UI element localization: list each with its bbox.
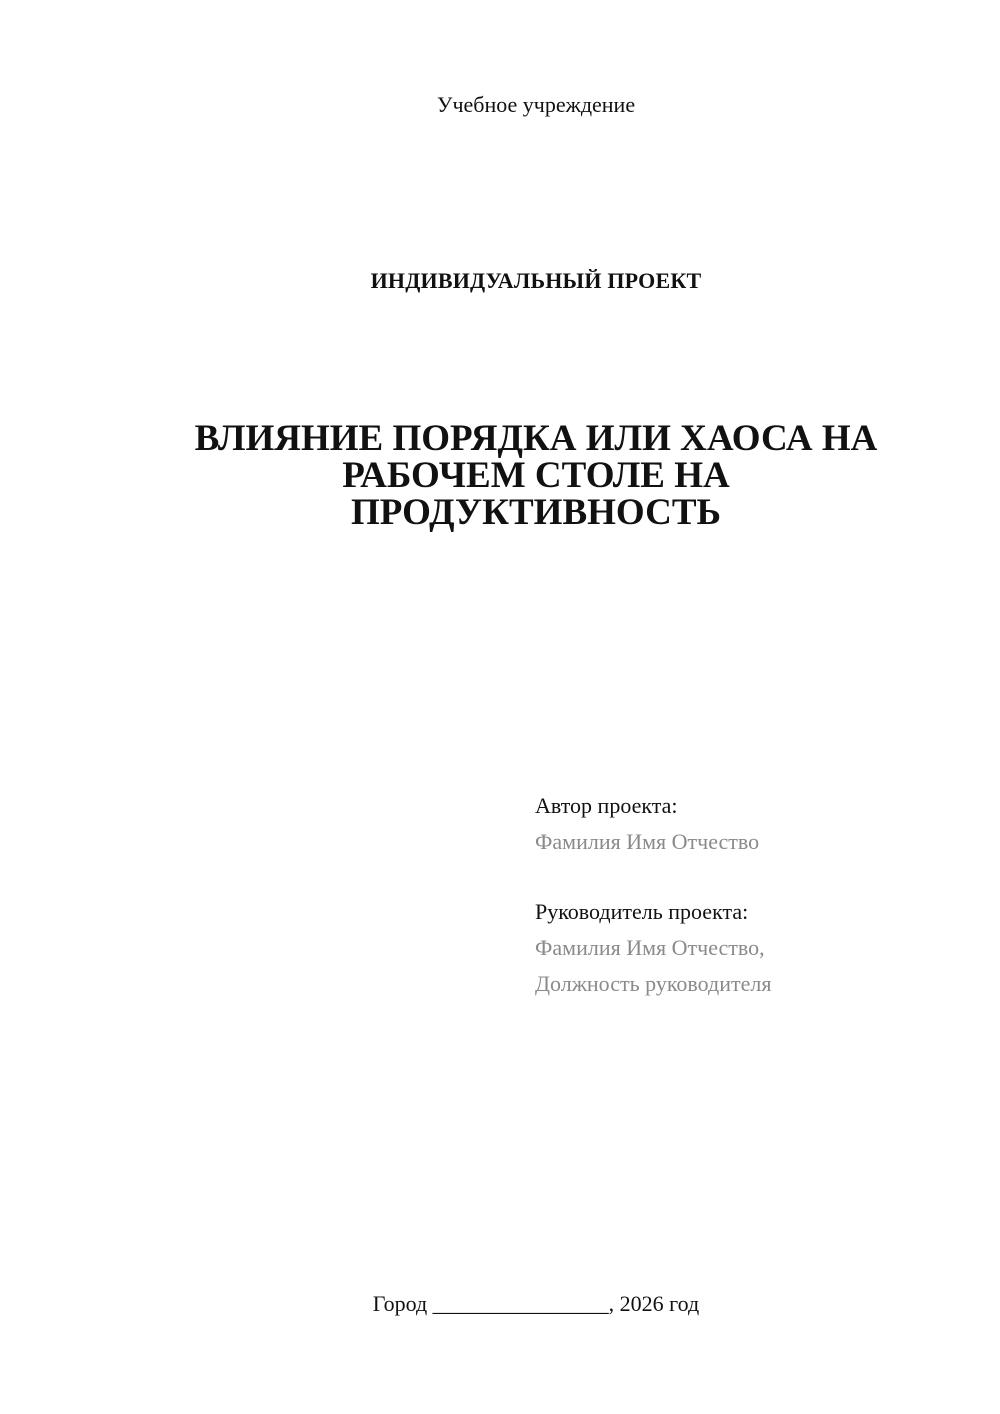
city-year-line — [0, 1290, 1000, 1318]
author-name-placeholder: Фамилия Имя Отчество — [535, 829, 760, 854]
title-line-3: ПРОДУКТИВНОСТЬ — [351, 492, 721, 533]
title-line-1: ВЛИЯНИЕ ПОРЯДКА ИЛИ ХАОСА НА — [194, 418, 878, 459]
institution-name: Учебное учреждение — [436, 92, 636, 117]
document-type: ИНДИВИДУАЛЬНЫЙ ПРОЕКТ — [370, 268, 702, 293]
credits-block — [535, 788, 955, 1002]
project-title — [160, 420, 912, 531]
spacer — [535, 860, 955, 894]
supervisor-label: Руководитель проекта: — [535, 899, 749, 924]
title-line-2: РАБОЧЕМ СТОЛЕ НА — [342, 455, 730, 496]
supervisor-position-placeholder: Должность руководителя — [535, 971, 772, 996]
author-label: Автор проекта: — [535, 793, 678, 818]
supervisor-name-placeholder: Фамилия Имя Отчество, — [535, 935, 765, 960]
city-blank: ________________ — [432, 1291, 609, 1316]
year-text: , 2026 год — [608, 1291, 700, 1316]
city-label: Город — [372, 1291, 428, 1316]
